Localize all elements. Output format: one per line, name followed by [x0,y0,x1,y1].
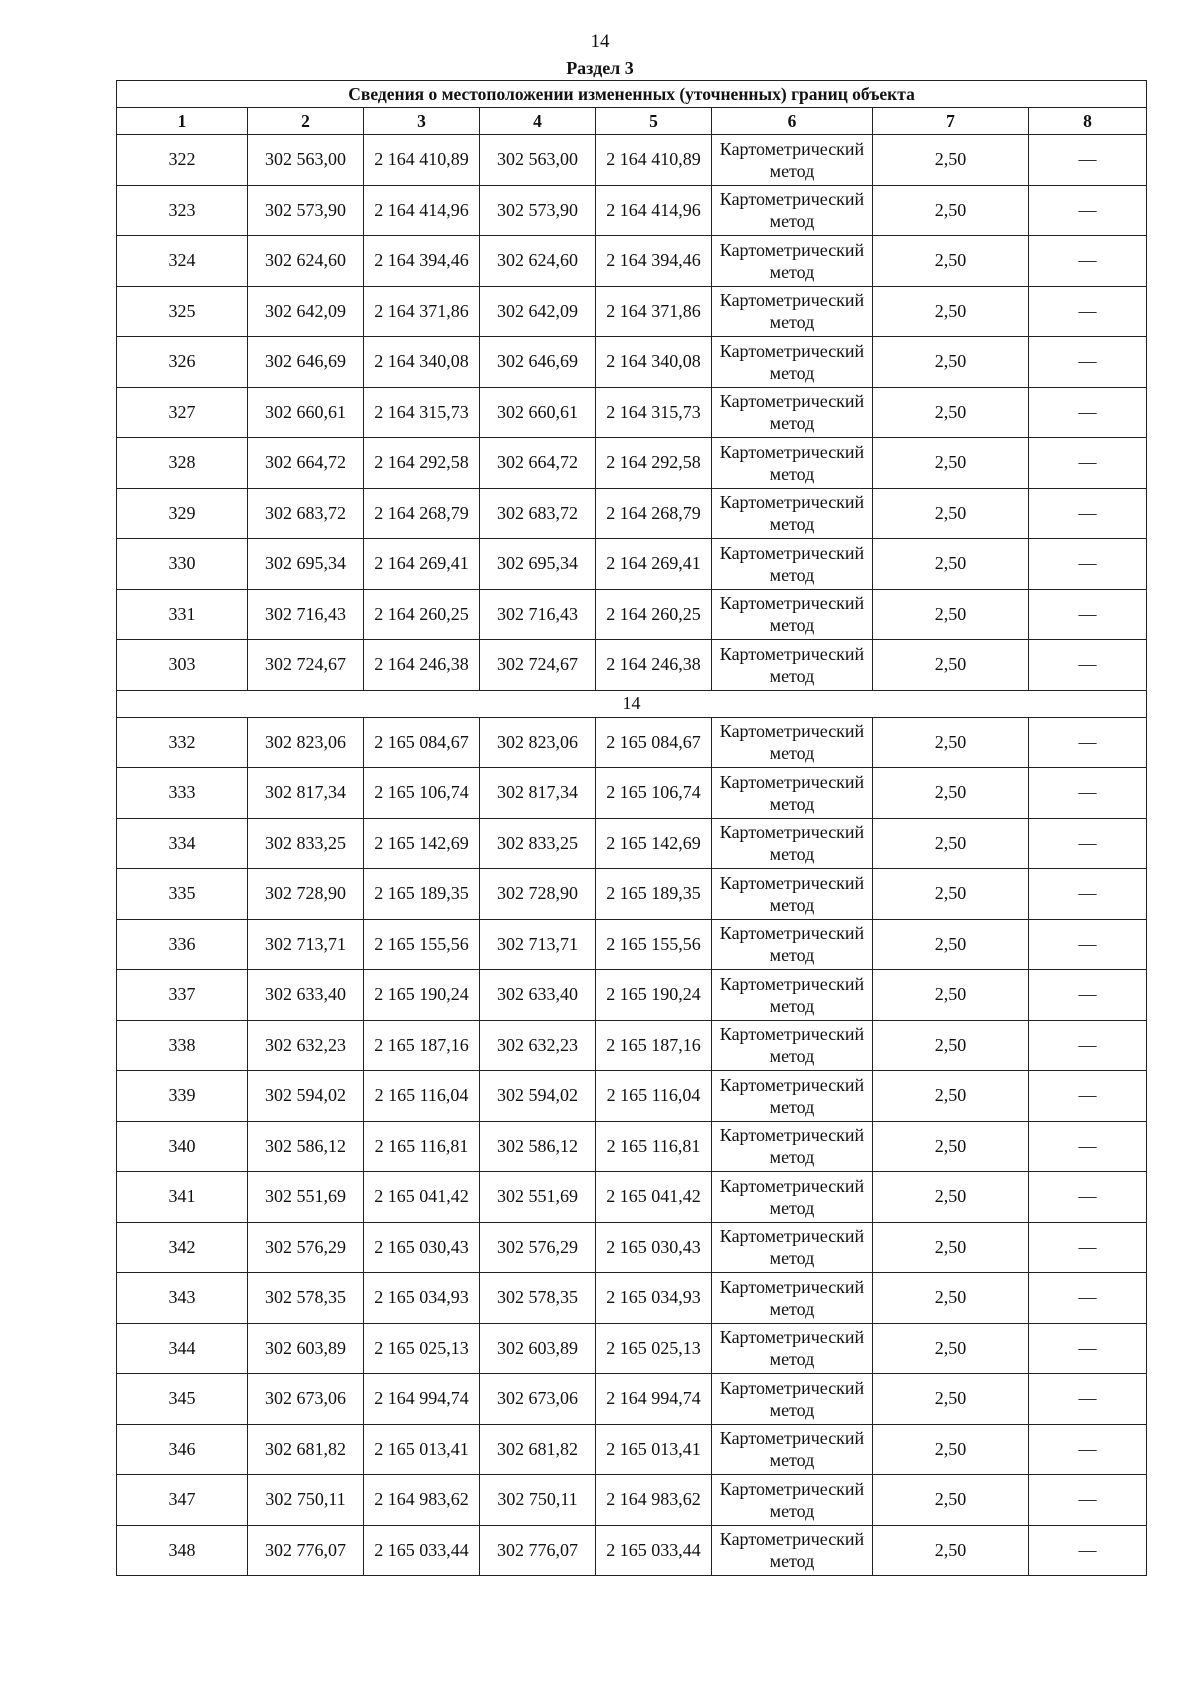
x-refined-cell: 302 673,06 [480,1374,596,1425]
point-number-cell: 347 [117,1475,248,1526]
column-number: 6 [712,108,873,135]
method-cell: Картометрический метод [712,1172,873,1223]
y-refined-cell: 2 165 030,43 [596,1222,712,1273]
x-refined-cell: 302 646,69 [480,337,596,388]
method-cell: Картометрический метод [712,640,873,691]
table-row [117,135,1147,186]
y-existing-cell: 2 164 394,46 [364,236,480,287]
y-refined-cell: 2 165 187,16 [596,1020,712,1071]
y-existing-cell: 2 164 268,79 [364,488,480,539]
accuracy-cell: 2,50 [873,1475,1029,1526]
y-existing-cell: 2 164 260,25 [364,589,480,640]
accuracy-cell: 2,50 [873,135,1029,186]
y-existing-cell: 2 164 246,38 [364,640,480,691]
point-number-cell: 334 [117,818,248,869]
method-cell: Картометрический метод [712,135,873,186]
y-refined-cell: 2 165 116,04 [596,1071,712,1122]
x-refined-cell: 302 823,06 [480,717,596,768]
y-existing-cell: 2 165 084,67 [364,717,480,768]
y-existing-cell: 2 165 187,16 [364,1020,480,1071]
x-existing-cell: 302 660,61 [248,387,364,438]
point-number-cell: 345 [117,1374,248,1425]
y-refined-cell: 2 165 155,56 [596,919,712,970]
x-existing-cell: 302 750,11 [248,1475,364,1526]
y-refined-cell: 2 165 142,69 [596,818,712,869]
x-refined-cell: 302 586,12 [480,1121,596,1172]
method-cell: Картометрический метод [712,1475,873,1526]
y-existing-cell: 2 165 041,42 [364,1172,480,1223]
point-number-cell: 338 [117,1020,248,1071]
method-cell: Картометрический метод [712,818,873,869]
method-cell: Картометрический метод [712,1424,873,1475]
accuracy-cell: 2,50 [873,589,1029,640]
x-refined-cell: 302 551,69 [480,1172,596,1223]
table-row [117,1121,1147,1172]
table-row [117,337,1147,388]
description-cell: — [1029,337,1147,388]
table-row [117,1323,1147,1374]
x-refined-cell: 302 664,72 [480,438,596,489]
point-number-cell: 346 [117,1424,248,1475]
method-cell: Картометрический метод [712,185,873,236]
table-row [117,919,1147,970]
point-number-cell: 324 [117,236,248,287]
x-existing-cell: 302 633,40 [248,970,364,1021]
point-number-cell: 342 [117,1222,248,1273]
y-existing-cell: 2 165 034,93 [364,1273,480,1324]
accuracy-cell: 2,50 [873,1273,1029,1324]
x-refined-cell: 302 594,02 [480,1071,596,1122]
x-existing-cell: 302 833,25 [248,818,364,869]
accuracy-cell: 2,50 [873,236,1029,287]
accuracy-cell: 2,50 [873,1323,1029,1374]
x-existing-cell: 302 646,69 [248,337,364,388]
x-existing-cell: 302 624,60 [248,236,364,287]
x-refined-cell: 302 578,35 [480,1273,596,1324]
table-row [117,1172,1147,1223]
accuracy-cell: 2,50 [873,1222,1029,1273]
x-refined-cell: 302 642,09 [480,286,596,337]
y-refined-cell: 2 164 268,79 [596,488,712,539]
y-existing-cell: 2 165 189,35 [364,869,480,920]
method-cell: Картометрический метод [712,768,873,819]
x-refined-cell: 302 833,25 [480,818,596,869]
table-row [117,640,1147,691]
description-cell: — [1029,768,1147,819]
x-existing-cell: 302 683,72 [248,488,364,539]
table-row [117,1273,1147,1324]
x-existing-cell: 302 817,34 [248,768,364,819]
y-existing-cell: 2 165 190,24 [364,970,480,1021]
y-refined-cell: 2 165 033,44 [596,1525,712,1576]
point-number-cell: 339 [117,1071,248,1122]
accuracy-cell: 2,50 [873,387,1029,438]
method-cell: Картометрический метод [712,589,873,640]
x-existing-cell: 302 563,00 [248,135,364,186]
table-row [117,236,1147,287]
method-cell: Картометрический метод [712,1525,873,1576]
y-refined-cell: 2 164 983,62 [596,1475,712,1526]
method-cell: Картометрический метод [712,1121,873,1172]
accuracy-cell: 2,50 [873,818,1029,869]
x-existing-cell: 302 632,23 [248,1020,364,1071]
y-refined-cell: 2 164 315,73 [596,387,712,438]
point-number-cell: 333 [117,768,248,819]
table-row [117,1424,1147,1475]
table-row [117,185,1147,236]
column-number: 7 [873,108,1029,135]
accuracy-cell: 2,50 [873,970,1029,1021]
table-row [117,1525,1147,1576]
x-refined-cell: 302 713,71 [480,919,596,970]
x-existing-cell: 302 573,90 [248,185,364,236]
y-refined-cell: 2 164 260,25 [596,589,712,640]
description-cell: — [1029,869,1147,920]
table-row [117,539,1147,590]
y-refined-cell: 2 165 034,93 [596,1273,712,1324]
x-existing-cell: 302 673,06 [248,1374,364,1425]
y-refined-cell: 2 165 041,42 [596,1172,712,1223]
accuracy-cell: 2,50 [873,1121,1029,1172]
table-row [117,970,1147,1021]
x-existing-cell: 302 551,69 [248,1172,364,1223]
accuracy-cell: 2,50 [873,768,1029,819]
column-number: 3 [364,108,480,135]
table-caption: Сведения о местоположении измененных (уточненных) границ объекта [117,81,1147,108]
description-cell: — [1029,236,1147,287]
x-existing-cell: 302 713,71 [248,919,364,970]
point-number-cell: 322 [117,135,248,186]
y-refined-cell: 2 164 371,86 [596,286,712,337]
accuracy-cell: 2,50 [873,539,1029,590]
description-cell: — [1029,1222,1147,1273]
accuracy-cell: 2,50 [873,286,1029,337]
point-number-cell: 337 [117,970,248,1021]
x-refined-cell: 302 681,82 [480,1424,596,1475]
table-row [117,387,1147,438]
y-refined-cell: 2 164 340,08 [596,337,712,388]
description-cell: — [1029,1071,1147,1122]
section-title: Раздел 3 [566,58,634,78]
method-cell: Картометрический метод [712,539,873,590]
table-row [117,1071,1147,1122]
method-cell: Картометрический метод [712,1273,873,1324]
x-refined-cell: 302 724,67 [480,640,596,691]
accuracy-cell: 2,50 [873,438,1029,489]
point-number-cell: 344 [117,1323,248,1374]
y-refined-cell: 2 165 084,67 [596,717,712,768]
table-row [117,488,1147,539]
x-existing-cell: 302 776,07 [248,1525,364,1576]
table-row [117,717,1147,768]
x-refined-cell: 302 563,00 [480,135,596,186]
description-cell: — [1029,438,1147,489]
x-refined-cell: 302 683,72 [480,488,596,539]
table-row [117,1475,1147,1526]
point-number-cell: 328 [117,438,248,489]
x-refined-cell: 302 716,43 [480,589,596,640]
x-existing-cell: 302 642,09 [248,286,364,337]
y-refined-cell: 2 164 994,74 [596,1374,712,1425]
description-cell: — [1029,1475,1147,1526]
table-row [117,869,1147,920]
y-refined-cell: 2 165 025,13 [596,1323,712,1374]
description-cell: — [1029,1172,1147,1223]
method-cell: Картометрический метод [712,488,873,539]
x-existing-cell: 302 695,34 [248,539,364,590]
table-row [117,1374,1147,1425]
description-cell: — [1029,1525,1147,1576]
y-existing-cell: 2 164 292,58 [364,438,480,489]
coordinates-table [116,80,1147,1576]
x-refined-cell: 302 695,34 [480,539,596,590]
accuracy-cell: 2,50 [873,1525,1029,1576]
x-existing-cell: 302 681,82 [248,1424,364,1475]
description-cell: — [1029,970,1147,1021]
y-existing-cell: 2 165 116,04 [364,1071,480,1122]
y-refined-cell: 2 165 189,35 [596,869,712,920]
point-number-cell: 325 [117,286,248,337]
y-existing-cell: 2 164 414,96 [364,185,480,236]
description-cell: — [1029,488,1147,539]
x-refined-cell: 302 728,90 [480,869,596,920]
description-cell: — [1029,185,1147,236]
accuracy-cell: 2,50 [873,1020,1029,1071]
x-refined-cell: 302 660,61 [480,387,596,438]
description-cell: — [1029,135,1147,186]
method-cell: Картометрический метод [712,1020,873,1071]
method-cell: Картометрический метод [712,970,873,1021]
point-number-cell: 329 [117,488,248,539]
table-row [117,1222,1147,1273]
x-refined-cell: 302 573,90 [480,185,596,236]
description-cell: — [1029,286,1147,337]
method-cell: Картометрический метод [712,438,873,489]
y-refined-cell: 2 164 410,89 [596,135,712,186]
y-existing-cell: 2 164 994,74 [364,1374,480,1425]
method-cell: Картометрический метод [712,337,873,388]
column-number: 4 [480,108,596,135]
y-existing-cell: 2 165 033,44 [364,1525,480,1576]
y-existing-cell: 2 164 269,41 [364,539,480,590]
contour-label: 14 [117,690,1147,717]
page-number: 14 [590,31,610,52]
method-cell: Картометрический метод [712,1374,873,1425]
point-number-cell: 343 [117,1273,248,1324]
column-number: 5 [596,108,712,135]
x-existing-cell: 302 603,89 [248,1323,364,1374]
y-refined-cell: 2 165 190,24 [596,970,712,1021]
x-existing-cell: 302 586,12 [248,1121,364,1172]
description-cell: — [1029,539,1147,590]
description-cell: — [1029,1323,1147,1374]
table-row [117,768,1147,819]
table-row [117,286,1147,337]
x-refined-cell: 302 576,29 [480,1222,596,1273]
y-existing-cell: 2 165 013,41 [364,1424,480,1475]
x-existing-cell: 302 728,90 [248,869,364,920]
accuracy-cell: 2,50 [873,919,1029,970]
y-refined-cell: 2 164 394,46 [596,236,712,287]
point-number-cell: 332 [117,717,248,768]
accuracy-cell: 2,50 [873,640,1029,691]
x-existing-cell: 302 716,43 [248,589,364,640]
x-refined-cell: 302 750,11 [480,1475,596,1526]
x-existing-cell: 302 594,02 [248,1071,364,1122]
table-body [117,135,1147,1576]
accuracy-cell: 2,50 [873,869,1029,920]
x-refined-cell: 302 624,60 [480,236,596,287]
description-cell: — [1029,717,1147,768]
method-cell: Картометрический метод [712,286,873,337]
y-existing-cell: 2 164 983,62 [364,1475,480,1526]
y-refined-cell: 2 164 414,96 [596,185,712,236]
method-cell: Картометрический метод [712,387,873,438]
description-cell: — [1029,1121,1147,1172]
x-refined-cell: 302 632,23 [480,1020,596,1071]
y-existing-cell: 2 165 116,81 [364,1121,480,1172]
method-cell: Картометрический метод [712,1222,873,1273]
accuracy-cell: 2,50 [873,717,1029,768]
description-cell: — [1029,640,1147,691]
x-existing-cell: 302 664,72 [248,438,364,489]
point-number-cell: 326 [117,337,248,388]
y-existing-cell: 2 164 371,86 [364,286,480,337]
description-cell: — [1029,387,1147,438]
y-existing-cell: 2 164 315,73 [364,387,480,438]
column-number: 2 [248,108,364,135]
description-cell: — [1029,1020,1147,1071]
accuracy-cell: 2,50 [873,1424,1029,1475]
method-cell: Картометрический метод [712,919,873,970]
table-row [117,1020,1147,1071]
point-number-cell: 303 [117,640,248,691]
point-number-cell: 336 [117,919,248,970]
method-cell: Картометрический метод [712,1071,873,1122]
description-cell: — [1029,1273,1147,1324]
y-refined-cell: 2 165 013,41 [596,1424,712,1475]
point-number-cell: 323 [117,185,248,236]
column-number: 8 [1029,108,1147,135]
description-cell: — [1029,919,1147,970]
y-refined-cell: 2 165 106,74 [596,768,712,819]
x-existing-cell: 302 578,35 [248,1273,364,1324]
y-existing-cell: 2 164 410,89 [364,135,480,186]
accuracy-cell: 2,50 [873,1172,1029,1223]
table-row [117,589,1147,640]
method-cell: Картометрический метод [712,236,873,287]
x-existing-cell: 302 823,06 [248,717,364,768]
x-existing-cell: 302 576,29 [248,1222,364,1273]
point-number-cell: 348 [117,1525,248,1576]
point-number-cell: 341 [117,1172,248,1223]
point-number-cell: 327 [117,387,248,438]
description-cell: — [1029,818,1147,869]
accuracy-cell: 2,50 [873,1374,1029,1425]
y-refined-cell: 2 165 116,81 [596,1121,712,1172]
method-cell: Картометрический метод [712,869,873,920]
contour-group-row [117,690,1147,717]
y-existing-cell: 2 165 030,43 [364,1222,480,1273]
accuracy-cell: 2,50 [873,1071,1029,1122]
method-cell: Картометрический метод [712,1323,873,1374]
point-number-cell: 331 [117,589,248,640]
accuracy-cell: 2,50 [873,337,1029,388]
x-refined-cell: 302 633,40 [480,970,596,1021]
accuracy-cell: 2,50 [873,488,1029,539]
description-cell: — [1029,589,1147,640]
y-refined-cell: 2 164 269,41 [596,539,712,590]
column-number: 1 [117,108,248,135]
x-refined-cell: 302 603,89 [480,1323,596,1374]
y-existing-cell: 2 165 142,69 [364,818,480,869]
y-existing-cell: 2 165 025,13 [364,1323,480,1374]
y-refined-cell: 2 164 246,38 [596,640,712,691]
y-refined-cell: 2 164 292,58 [596,438,712,489]
method-cell: Картометрический метод [712,717,873,768]
y-existing-cell: 2 165 155,56 [364,919,480,970]
point-number-cell: 330 [117,539,248,590]
table-row [117,818,1147,869]
table-row [117,438,1147,489]
column-number-row [117,108,1147,135]
y-existing-cell: 2 164 340,08 [364,337,480,388]
x-refined-cell: 302 817,34 [480,768,596,819]
accuracy-cell: 2,50 [873,185,1029,236]
y-existing-cell: 2 165 106,74 [364,768,480,819]
description-cell: — [1029,1374,1147,1425]
point-number-cell: 340 [117,1121,248,1172]
description-cell: — [1029,1424,1147,1475]
x-existing-cell: 302 724,67 [248,640,364,691]
x-refined-cell: 302 776,07 [480,1525,596,1576]
point-number-cell: 335 [117,869,248,920]
